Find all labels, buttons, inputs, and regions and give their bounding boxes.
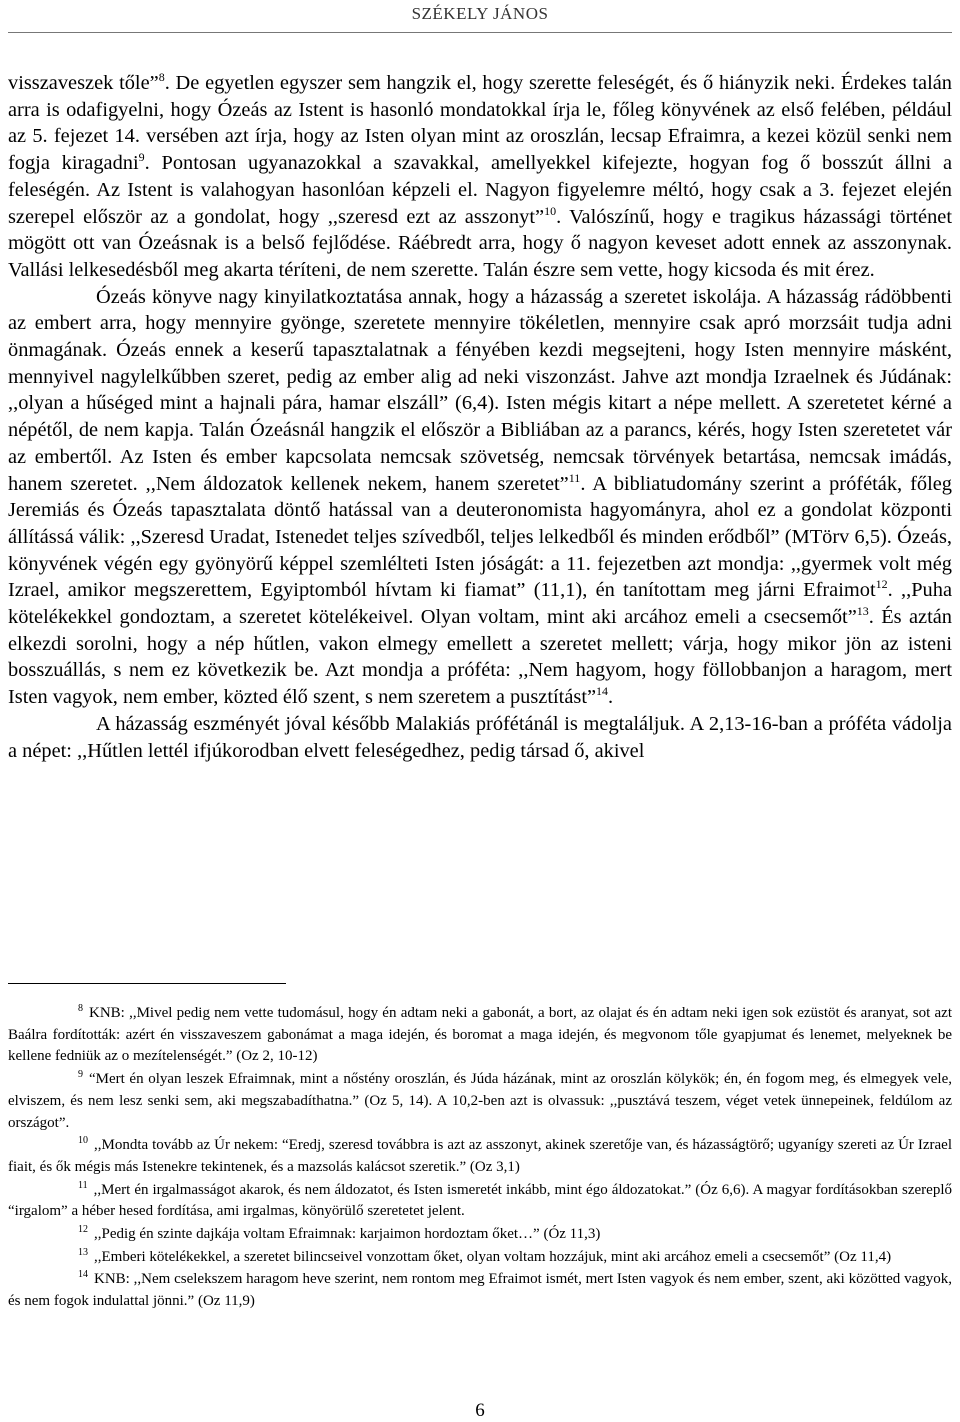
body-paragraph [8,711,952,764]
footnote-text: KNB: ,,Nem cselekszem haragom heve szerint, nem rontom meg Efraimot ismét, mert Isten vagyok és nem ember, szent, aki közötted vagyok, és nem fogok indulattal jönni.” (Oz 11,9) [8,1271,952,1310]
text-run: . Pontosan ugyanazokkal a szavakkal, amellyekkel kifejezte, hogyan fog ő bosszút állni a feleségén. Az Istent is valahogyan hasonlóan képzeli el. Nagyon figyelemre méltó, hogy csak a 3. fejezet elején szerepel először az a gondolat, hogy ,,szeresd ezt az asszonyt” [8,152,953,228]
text-run: . És aztán elkezdi sorolni, hogy a nép hűtlen, vakon elmegy emellett a szeretet mellett; várja, hogy mikor jön az isteni bosszuállás, s nem ez következik be. Azt mondja a próféta: ,,Nem hagyom, hogy föllobbanjon a haragom, mert Isten vagyok, nem ember, közted élő szent, s nem szeretem a pusztítást” [8,606,952,709]
main-text [8,70,952,764]
footnote-item [8,1180,952,1223]
body-paragraph [8,70,952,284]
footnote-text: KNB: ,,Mivel pedig nem vette tudomásul, hogy én adtam neki a gabonát, a bort, az olajat és én adtam neki igen sok ezüstöt és aranyat, sot azt Baálra fordították: azért én visszaveszem gabonámat a maga idején, és boromat a maga idején, és megvonom tőle gyapjumat és lenemet, melyeknek be kellene fedniük az o mezítelenségét.” (Oz 2, 10-12) [8,1005,952,1065]
text-run: . ,,Puha kötelékekkel gondoztam, a szeretet kötelékeivel. Olyan voltam, mint aki arcához emeli a csecsemőt” [8,579,952,629]
text-run: . Valószínű, hogy e tragikus házassági történet mögött ott van Ózeásnak is a belső fejlődése. Ráébredt arra, hogy ő nagyon keveset adott ennek az asszonynak. Vallási lelkesedésből meg akarta téríteni, de nem szerette. Talán észre sem vette, hogy kicsoda és mit érez. [8,205,953,281]
footnote-text: ,,Mert én irgalmasságot akarok, és nem áldozatot, és Isten ismeretét inkább, mint égo áldozatokat.” (Óz 6,6). A magyar fordításokban szereplő “irgalom” a héber hesed fordítása, ami irgalmas, könyörülő szeretetet jelent. [8,1181,952,1220]
text-run: . [608,686,614,709]
footnote-text: ,,Pedig én szinte dajkája voltam Efraimnak: karjaimon hordoztam őket…” (Óz 11,3) [94,1226,601,1243]
footnote-item [8,1269,952,1312]
text-run: visszaveszek tőle” [8,72,159,94]
footnote-reference[interactable]: 14 [596,684,609,699]
footnote-reference[interactable]: 12 [875,577,888,592]
footnote-item [8,1003,952,1068]
footnote-reference[interactable]: 13 [856,604,869,619]
footnote-reference[interactable]: 8 [158,70,165,85]
text-run: . A bibliatudomány szerint a próféták, főleg Jeremiás és Ózeás tapasztalata döntő hatással van a deuteronomista hagyományra, ahol ez a gondolat központi állítássá válik: ,,Szeresd Uradat, Istenedet teljes szívedből, teljes lelkedből és minden erődből” (MTörv 6,5). Ózeás, könyvének végén egy gyönyörű képpel szemlélteti Isten jóságát: a 11. fejezetben azt mondja: ,,gyermek volt még Izrael, amikor megszerettem, Egyiptomból hívtam ki fiamat” (11,1), én tanítottam meg járni Efraimot [8,472,952,602]
running-header: SZÉKELY JÁNOS [411,4,549,23]
footnote-item [8,1135,952,1178]
text-run: . De egyetlen egyszer sem hangzik el, hogy szerette feleségét, és ő hiányzik neki. Érdekes talán arra is odafigyelni, hogy Ózeás az Istent is hasonló mondatokkal írja le, főleg könyvének az első felében, például az 5. fejezet 14. versében azt írja, hogy az Isten olyan mint az oroszlán, lecsap Efraimra, a kezei közül senki nem fogja kiragadni [8,72,952,175]
text-run: A házasság eszményét jóval később Malakiás prófétánál is megtaláljuk. A 2,13-16-ban a próféta vádolja a népet: ,,Hűtlen lettél ifjúkorodban elvett feleségedhez, pedig társad ő, akivel [8,712,952,762]
footnote-divider [8,983,286,984]
footnote-number: 10 [78,1135,88,1147]
footnote-item [8,1247,952,1269]
footnote-item [8,1069,952,1134]
page-number: 6 [475,1400,485,1421]
header-divider [8,32,952,33]
footnote-number: 8 [78,1003,83,1014]
text-run: Ózeás könyve nagy kinyilatkoztatása annak, hogy a házasság a szeretet iskolája. A házasság rádöbbenti az embert arra, hogy mennyire gyönge, szeretete mennyire tökéletlen, mennyire csak apró morzsáit tudja adni önmagának. Ózeás ennek a keserű tapasztalatnak a fényében kezdi megsejteni, hogy Isten mennyire másként, mennyivel nagylelkűbben szeret, pedig az ember alig ad neki viszonzást. Jahve azt mondja Izraelnek és Júdának: ,,olyan a hűséged mint a hajnali pára, hamar elszáll” (6,4). Isten mégis kitart a népe mellett. A szeretetet kérné a népétől, de nem kapja. Talán Ózeásnál hangzik el először a Bibliában az a parancs, kérés, hogy Isten szeretetet vár az embertől. Az Isten és ember kapcsolata nemcsak szövetség, nemcsak törvények betartása, nemcsak imádás, hanem szeretet. ,,Nem áldozatok kellenek nekem, hanem szeretet” [8,285,952,495]
footnote-number: 14 [78,1269,88,1281]
footnote-number: 11 [78,1179,88,1191]
footnote-text: ,,Mondta tovább az Úr nekem: “Eredj, szeresd továbbra is azt az asszonyt, akinek szeretője van, és házasságtörő; ugyanígy szereti az Úr Izrael fiait, és ők mégis más Istenekre tekintenek, és a mazsolás kalácsot szeretik.” (Oz 3,1) [8,1137,952,1175]
body-paragraph [8,284,952,711]
footnote-text: ,,Emberi kötelékekkel, a szeretet bilincseivel vonzottam őket, olyan voltam hozzájuk, mint aki arcához emeli a csecsemőt” (Oz 11,4) [94,1248,892,1265]
footnotes [8,1003,952,1314]
footnote-number: 12 [78,1224,88,1236]
footnote-item [8,1224,952,1246]
footnote-number: 13 [78,1246,88,1258]
footnote-number: 9 [78,1069,83,1081]
footnote-text: “Mert én olyan leszek Efraimnak, mint a nőstény oroszlán, és Júda házának, mint az oroszlán kölykök; én, én fogom meg, és elmegyek vele, elviszem, és nem lesz senki sem, aki megszabadíthatna.” (Oz 5, 14). A 10,2-ben azt is olvassuk: ,,pusztává teszem, véget vetek ünnepeinek, feldúlom az országot”. [8,1071,952,1131]
footnote-reference[interactable]: 10 [544,203,557,218]
footnote-reference[interactable]: 9 [138,150,145,165]
footnote-reference[interactable]: 11 [568,470,581,485]
